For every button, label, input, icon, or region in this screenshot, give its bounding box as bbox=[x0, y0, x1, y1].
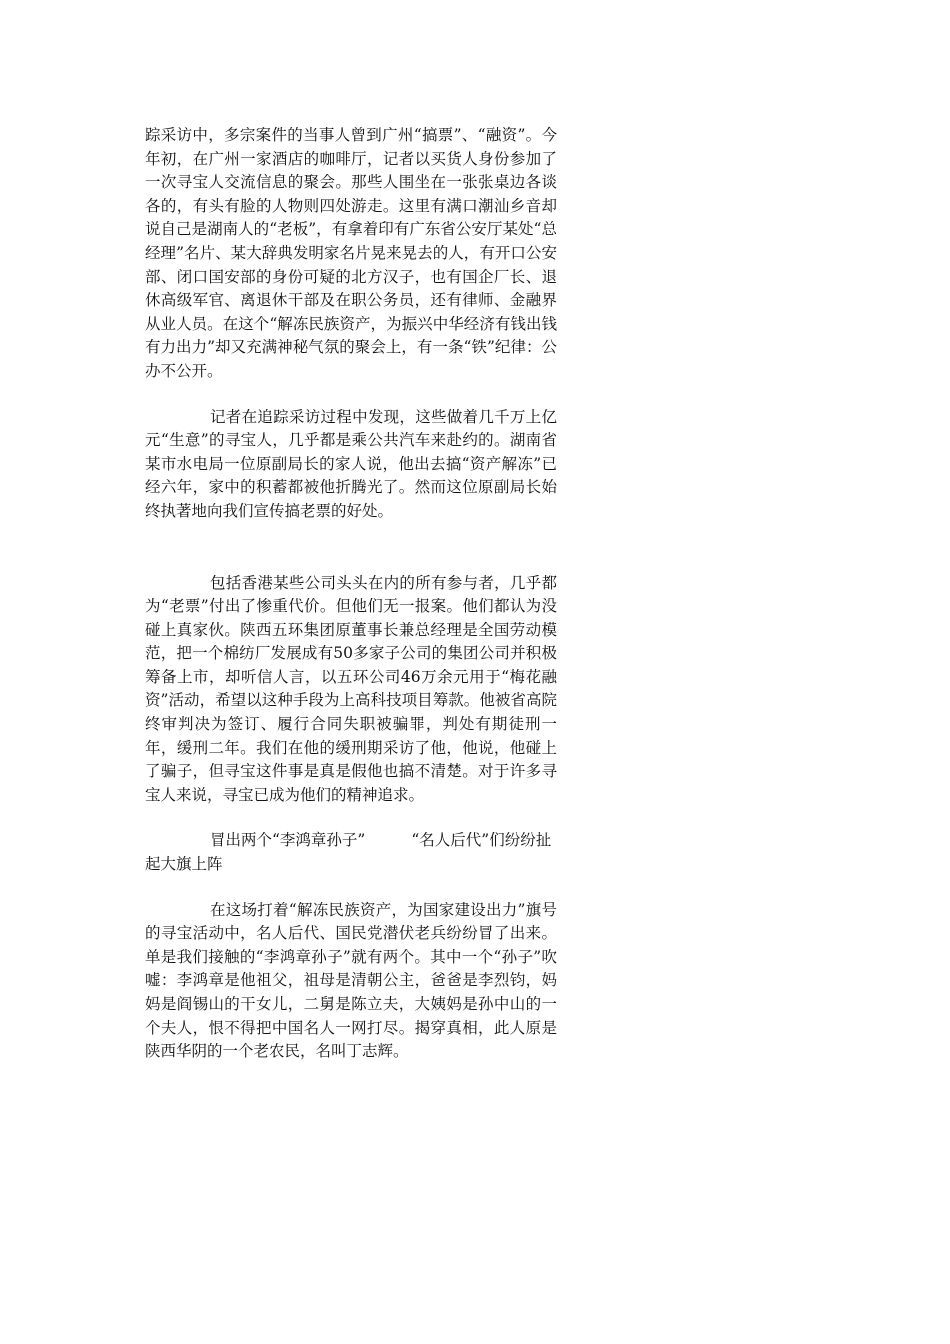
section-heading bbox=[145, 829, 557, 876]
paragraph-famous-descendants: 在这场打着“解冻民族资产，为国家建设出力”旗号的寻宝活动中，名人后代、国民党潜伏老兵纷纷冒了出来。单是我们接触的“李鸿章孙子”就有两个。其中一个“孙子”吹嘘：李鸿章是他祖父，祖母是清朝公主，爸爸是李烈钧，妈妈是阎锡山的干女儿，二舅是陈立夫，大姨妈是孙中山的一个夫人，恨不得把中国名人一网打尽。揭穿真相，此人原是陕西华阴的一个老农民，名叫丁志辉。 bbox=[145, 900, 557, 1061]
article-body bbox=[145, 124, 557, 1064]
paragraph-participants: 包括香港某些公司头头在内的所有参与者，几乎都为“老票”付出了惨重代价。但他们无一报案。他们都认为没碰上真家伙。陕西五环集团原董事长兼总经理是全国劳动模范，把一个棉纺厂发展成有50多家子公司的集团公司并积极筹备上市，却听信人言，以五环公司46万余元用于“梅花融资”活动，希望以这种手段为上高科技项目筹款。他被省高院终审判决为签订、履行合同失职被骗罪，判处有期徒刑一年，缓刑二年。我们在他的缓刑期采访了他，他说，他碰上了骗子，但寻宝这件事是真是假他也搞不清楚。对于许多寻宝人来说，寻宝已成为他们的精神追求。 bbox=[145, 573, 557, 804]
paragraph-gathering: 踪采访中，多宗案件的当事人曾到广州“搞票”、“融资”。今年初，在广州一家酒店的咖啡厅，记者以买货人身份参加了一次寻宝人交流信息的聚会。那些人围坐在一张张桌边各谈各的，有头有脸的人物则四处游走。这里有满口潮汕乡音却说自己是湖南人的“老板”，有拿着印有广东省公安厅某处“总经理”名片、某大辞典发明家名片晃来晃去的人，有开口公安部、闭口国安部的身份可疑的北方汉子，也有国企厂长、退休高级军官、离退休干部及在职公务员，还有律师、金融界从业人员。在这个“解冻民族资产，为振兴中华经济有钱出钱有力出力”却又充满神秘气氛的聚会上，有一条“铁”纪律：公办不公开。 bbox=[145, 126, 557, 380]
section-heading-part1: 冒出两个“李鸿章孙子” bbox=[210, 831, 366, 850]
section-heading-part2: “名人后代”们纷纷扯起大旗上阵 bbox=[145, 831, 552, 874]
paragraph-bus-riders: 记者在追踪采访过程中发现，这些做着几千万上亿元“生意”的寻宝人，几乎都是乘公共汽车来赴约的。湖南省某市水电局一位原副局长的家人说，他出去搞“资产解冻”已经六年，家中的积蓄都被他折腾光了。然而这位原副局长始终执著地向我们宣传搞老票的好处。 bbox=[145, 407, 557, 520]
